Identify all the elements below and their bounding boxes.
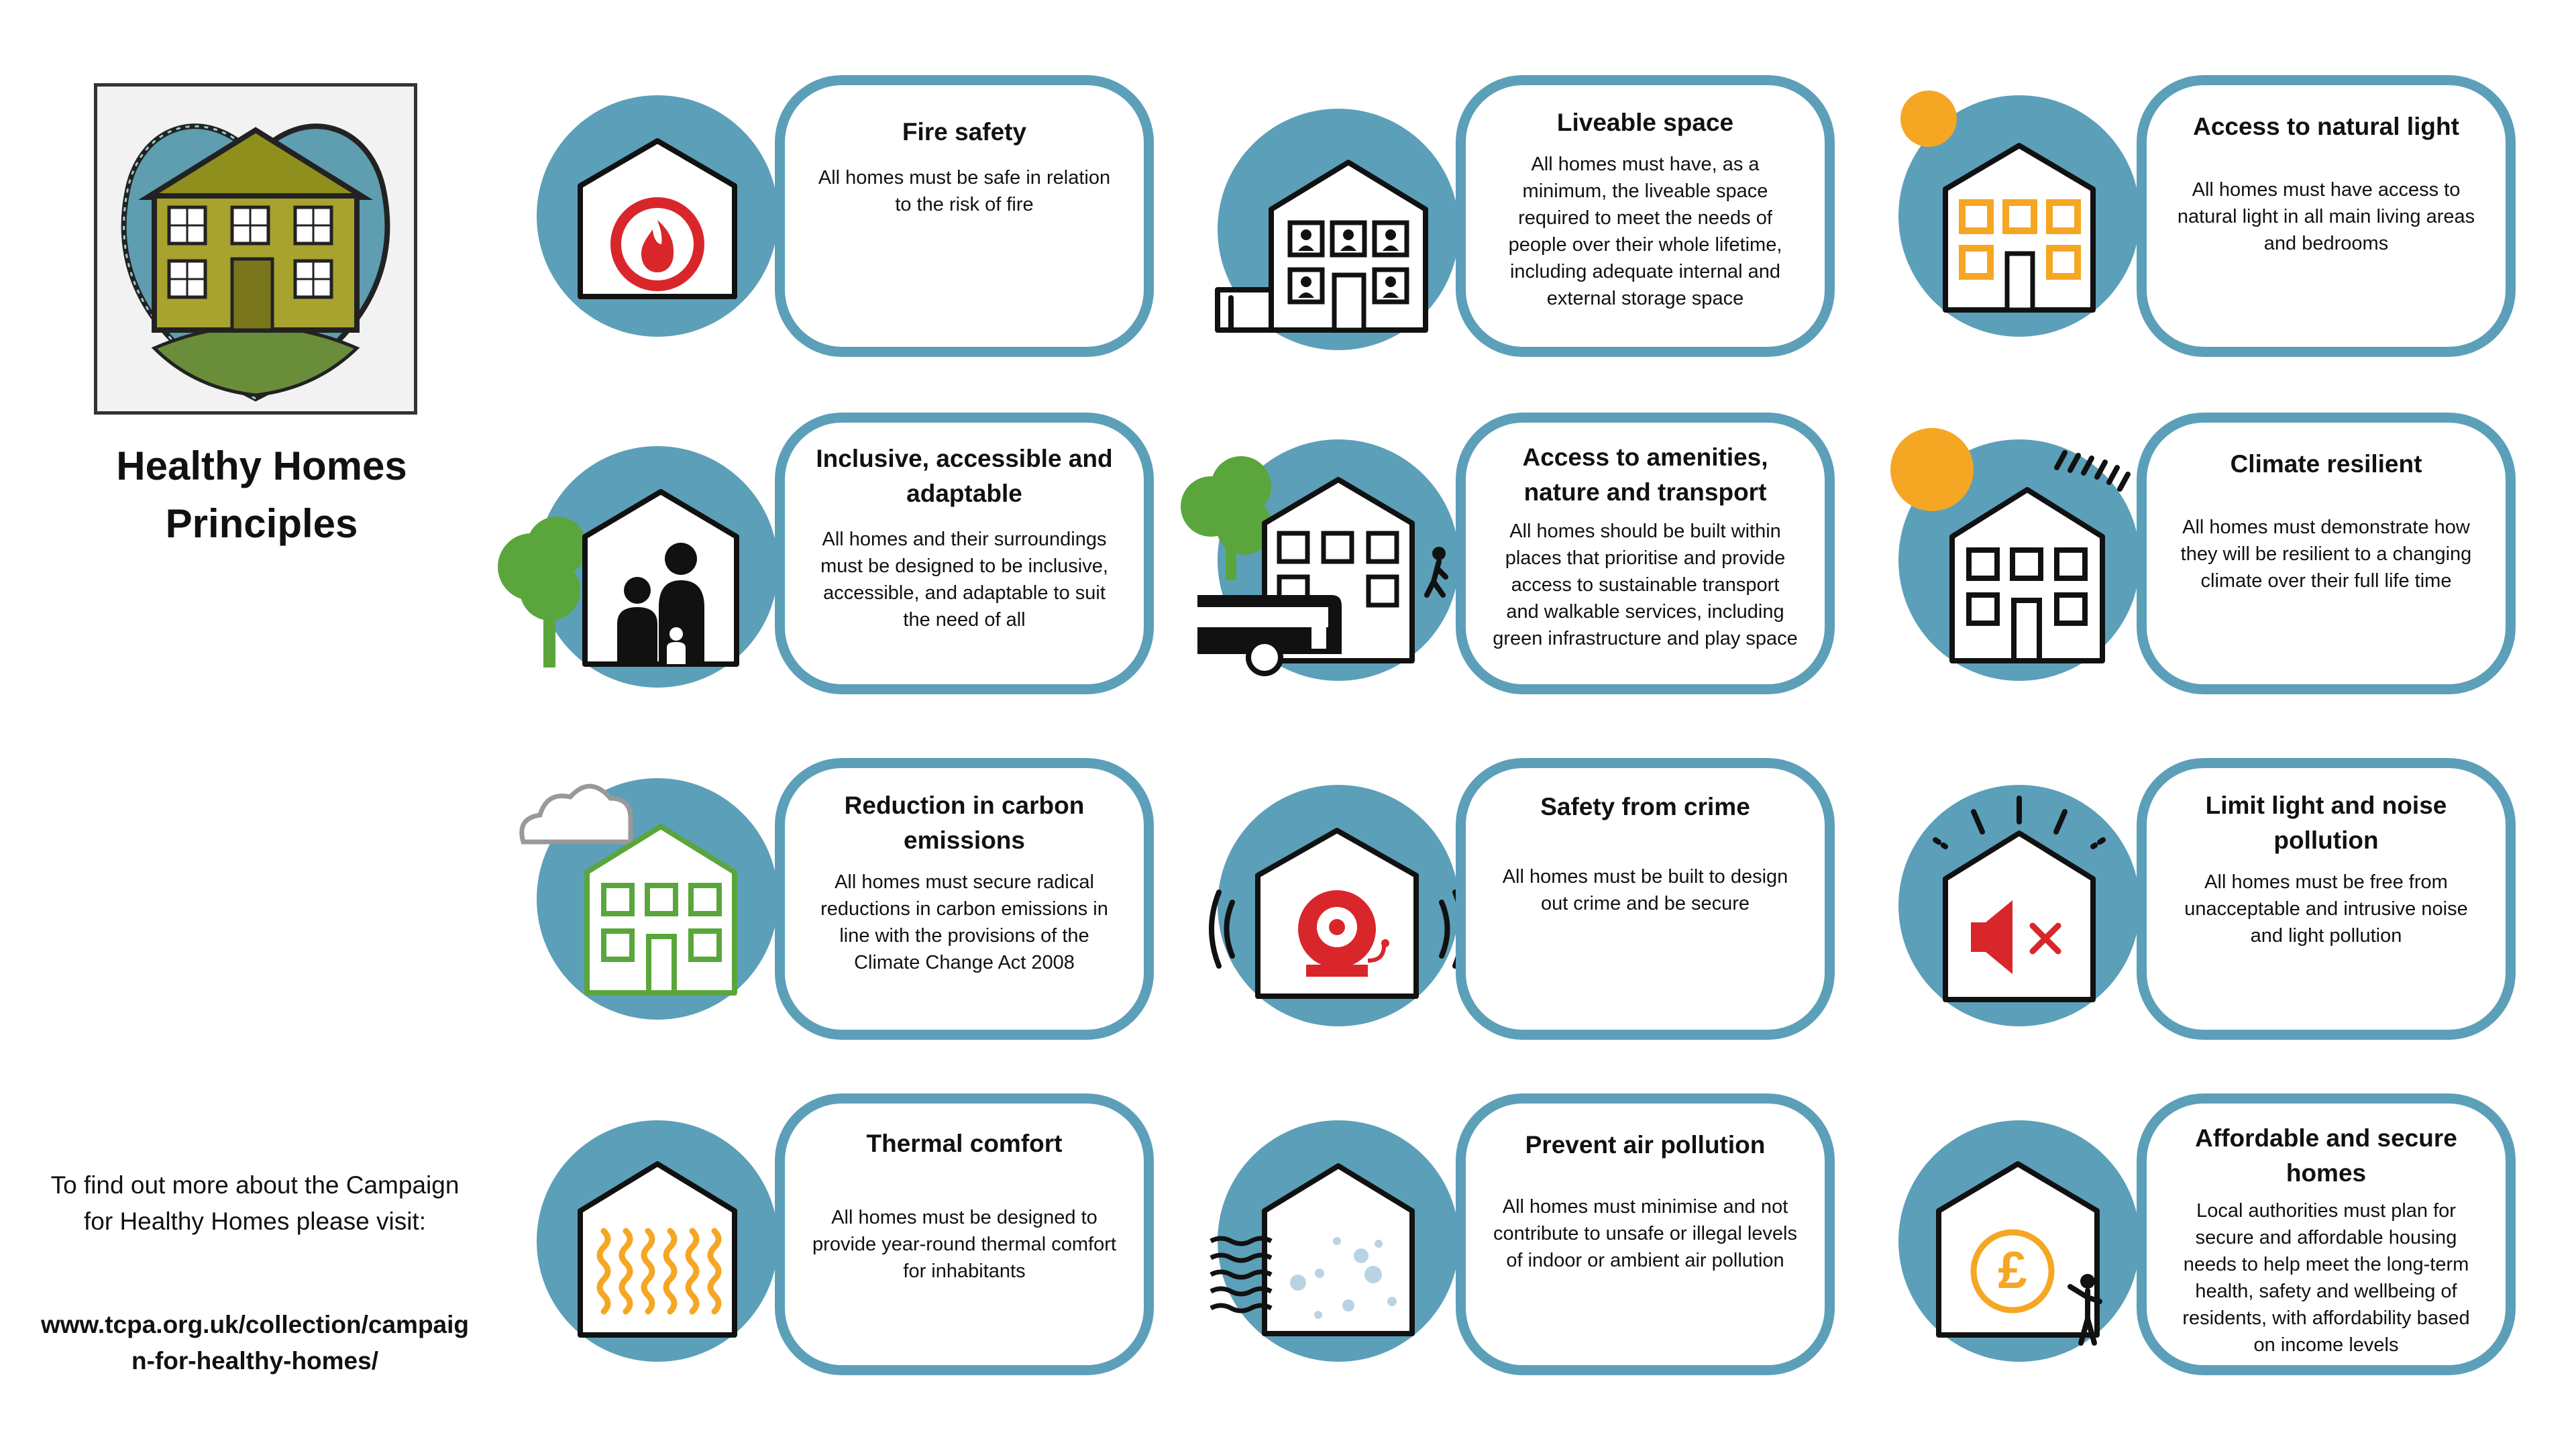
- sun-house-icon: [1865, 62, 2174, 370]
- principle-title: Access to amenities, nature and transport: [1522, 443, 1768, 506]
- page-title-line-1: Healthy Homes: [116, 443, 407, 488]
- principle-crime-safety: [1218, 758, 1868, 1060]
- heat-waves-icon: [503, 1087, 812, 1395]
- principle-title: Fire safety: [902, 118, 1027, 146]
- principle-card: [775, 413, 1154, 694]
- principle-title: Climate resilient: [2230, 450, 2422, 478]
- principle-description: All homes must have access to natural light in all main living areas and bedrooms: [2177, 179, 2475, 254]
- principle-description: All homes must be designed to provide year-round thermal comfort for inhabitants: [812, 1207, 1116, 1282]
- principle-card: [2137, 1093, 2516, 1375]
- principle-title: Safety from crime: [1540, 793, 1750, 820]
- principle-title: Prevent air pollution: [1525, 1131, 1766, 1159]
- principle-light-noise: [1898, 758, 2549, 1060]
- principle-card: [2137, 758, 2516, 1040]
- principle-title: Thermal comfort: [866, 1130, 1063, 1157]
- principle-inclusive: [537, 413, 1187, 714]
- principle-title: Limit light and noise pollution: [2205, 792, 2447, 854]
- principle-card: [2137, 413, 2516, 694]
- principle-description: All homes must be built to design out crime and be secure: [1502, 866, 1788, 914]
- principle-thermal-comfort: [537, 1093, 1187, 1395]
- residents-house-icon: [1184, 75, 1493, 384]
- principle-description: All homes must be free from unacceptable and intrusive noise and light pollution: [2184, 871, 2468, 947]
- page-title-line-2: Principles: [165, 501, 358, 546]
- principle-card: [1456, 1093, 1835, 1375]
- principle-card: [1456, 758, 1835, 1040]
- principle-amenities: [1218, 413, 1868, 714]
- principle-carbon-reduction: [537, 758, 1187, 1060]
- principle-description: All homes must minimise and not contribute to unsafe or illegal levels of indoor or ambient air pollution: [1493, 1196, 1797, 1271]
- page-title: [54, 437, 470, 553]
- principle-card: [2137, 75, 2516, 357]
- bus-tree-house-icon: [1184, 406, 1493, 714]
- pound-coin-icon: [1865, 1087, 2174, 1395]
- principle-card: [1456, 75, 1835, 357]
- principle-description: All homes should be built within places that prioritise and provide access to sustainable transport and walkable services, including green infrastructure and play space: [1493, 521, 1798, 649]
- principle-card: [775, 758, 1154, 1040]
- principle-description: All homes must have, as a minimum, the liveable space required to meet the needs of people over their whole lifetime, including adequate internal and external storage space: [1508, 154, 1782, 309]
- principle-climate-resilient: [1898, 413, 2549, 714]
- campaign-info-text: To find out more about the Campaign for Healthy Homes please visit:: [50, 1171, 460, 1235]
- principle-description: Local authorities must plan for secure and affordable housing needs to help meet the long-term health, safety and wellbeing of residents, with affordability based on income levels: [2182, 1200, 2470, 1356]
- alarm-bell-icon: [1184, 751, 1493, 1060]
- principle-affordable-homes: [1898, 1093, 2549, 1395]
- air-particles-icon: [1184, 1087, 1493, 1395]
- principle-card: [775, 75, 1154, 357]
- principle-liveable-space: [1218, 75, 1868, 377]
- healthy-homes-logo: [94, 83, 417, 415]
- climate-house-icon: [1865, 406, 2174, 714]
- principle-card: [775, 1093, 1154, 1375]
- family-house-icon: [503, 413, 812, 721]
- principle-title: Inclusive, accessible and adaptable: [816, 445, 1113, 507]
- principle-description: All homes must secure radical reductions in carbon emissions in line with the provisions of the Climate Change Act 2008: [820, 871, 1108, 973]
- campaign-url-link[interactable]: www.tcpa.org.uk/collection/campaign-for-healthy-homes/: [40, 1311, 470, 1375]
- principle-description: All homes must be safe in relation to the risk of fire: [818, 167, 1111, 215]
- principle-card: [1456, 413, 1835, 694]
- svg-text:£: £: [1998, 1240, 2027, 1299]
- green-house-icon: [503, 745, 812, 1053]
- principle-description: All homes and their surroundings must be designed to be inclusive, accessible, and adaptable to suit the need of all: [820, 529, 1108, 631]
- principle-title: Affordable and secure homes: [2195, 1124, 2457, 1187]
- principle-natural-light: [1898, 75, 2549, 377]
- mute-speaker-icon: [1865, 751, 2174, 1060]
- principle-title: Access to natural light: [2193, 113, 2459, 140]
- principle-title: Liveable space: [1556, 109, 1734, 136]
- principle-air-pollution: [1218, 1093, 1868, 1395]
- principle-description: All homes must demonstrate how they will be resilient to a changing climate over their full life time: [2180, 517, 2472, 592]
- principle-title: Reduction in carbon emissions: [844, 792, 1085, 854]
- fire-icon: [503, 62, 812, 370]
- principle-fire-safety: [537, 75, 1187, 377]
